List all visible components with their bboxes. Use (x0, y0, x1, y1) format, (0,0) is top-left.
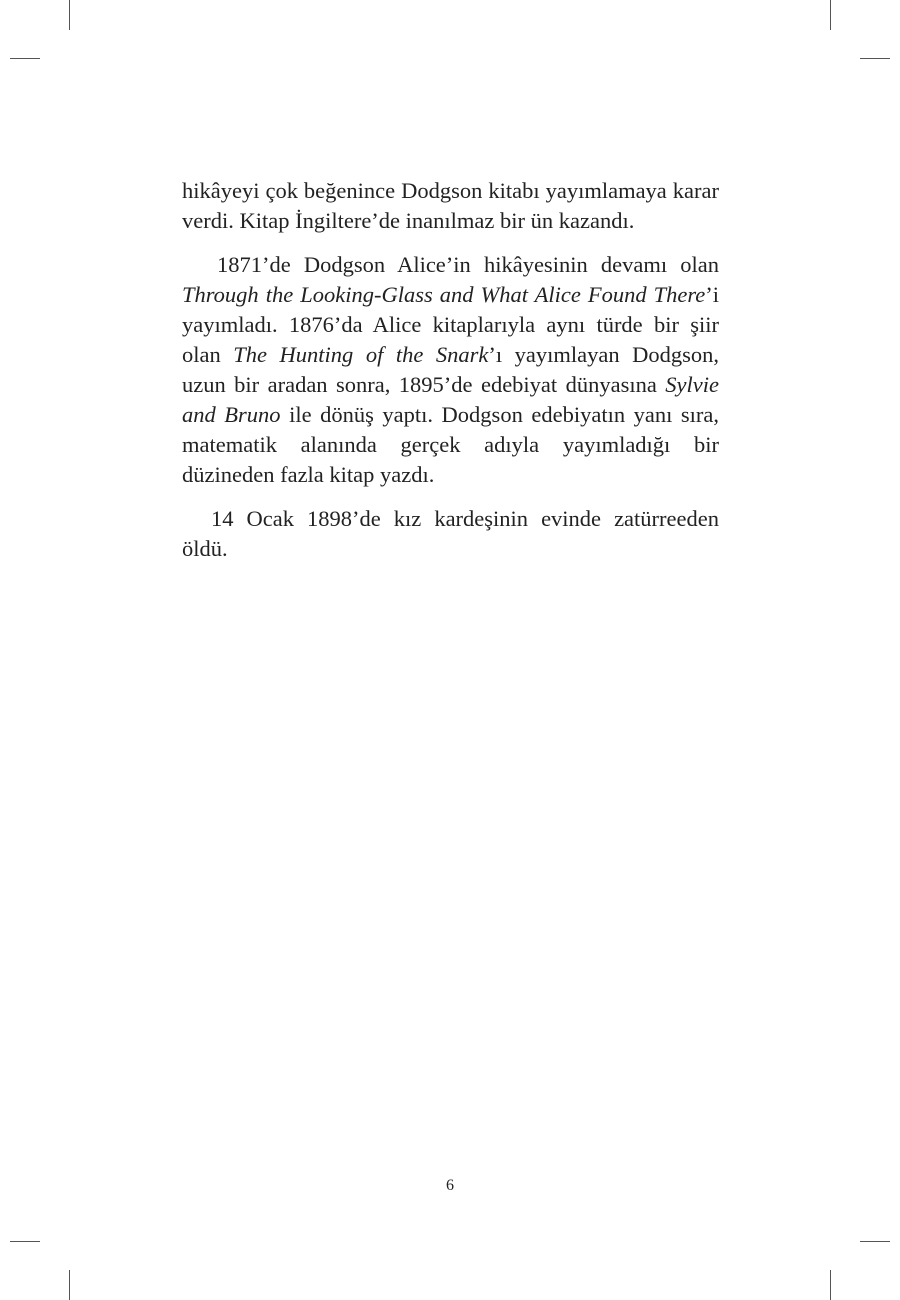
paragraph-2 (182, 250, 719, 490)
crop-mark-bottom-left-vertical (69, 1270, 70, 1300)
crop-mark-bottom-right-vertical (830, 1270, 831, 1300)
crop-mark-top-left-vertical (69, 0, 70, 30)
book-title-through-the-looking-glass: Through the Looking-Glass and What Alice Found There (182, 282, 706, 307)
crop-mark-bottom-left-horizontal (10, 1241, 40, 1242)
body-text (182, 176, 719, 564)
paragraph-2-text-4: ile dönüş yaptı. Dodgson edebiyatın yanı sıra, matematik alanında gerçek adıyla yayımladığı bir düzineden fazla kitap yazdı. (182, 402, 719, 487)
book-title-sylvie-and-bruno: Sylvie and Bruno (182, 372, 719, 427)
crop-mark-top-right-vertical (830, 0, 831, 30)
paragraph-1-text: hikâyeyi çok beğenince Dodgson kitabı yayımlamaya karar verdi. Kitap İngiltere’de inanılmaz bir ün kazandı. (182, 178, 719, 233)
paragraph-3 (182, 504, 719, 564)
crop-mark-top-right-horizontal (860, 58, 890, 59)
page-number: 6 (446, 1177, 454, 1194)
paragraph-1 (182, 176, 719, 236)
paragraph-2-text-2: ’i yayımladı. 1876’da Alice kitaplarıyla aynı türde bir şiir olan (182, 282, 719, 367)
paragraph-2-text-1: 1871’de Dodgson Alice’in hikâyesinin devamı olan (217, 252, 719, 277)
crop-mark-bottom-right-horizontal (860, 1241, 890, 1242)
paragraph-3-text: 14 Ocak 1898’de kız kardeşinin evinde zatürreeden öldü. (182, 506, 719, 561)
paragraph-2-text-3: ’ı yayımlayan Dodgson, uzun bir aradan sonra, 1895’de edebiyat dünyasına (182, 342, 719, 397)
crop-mark-top-left-horizontal (10, 58, 40, 59)
book-title-hunting-of-the-snark: The Hunting of the Snark (233, 342, 489, 367)
